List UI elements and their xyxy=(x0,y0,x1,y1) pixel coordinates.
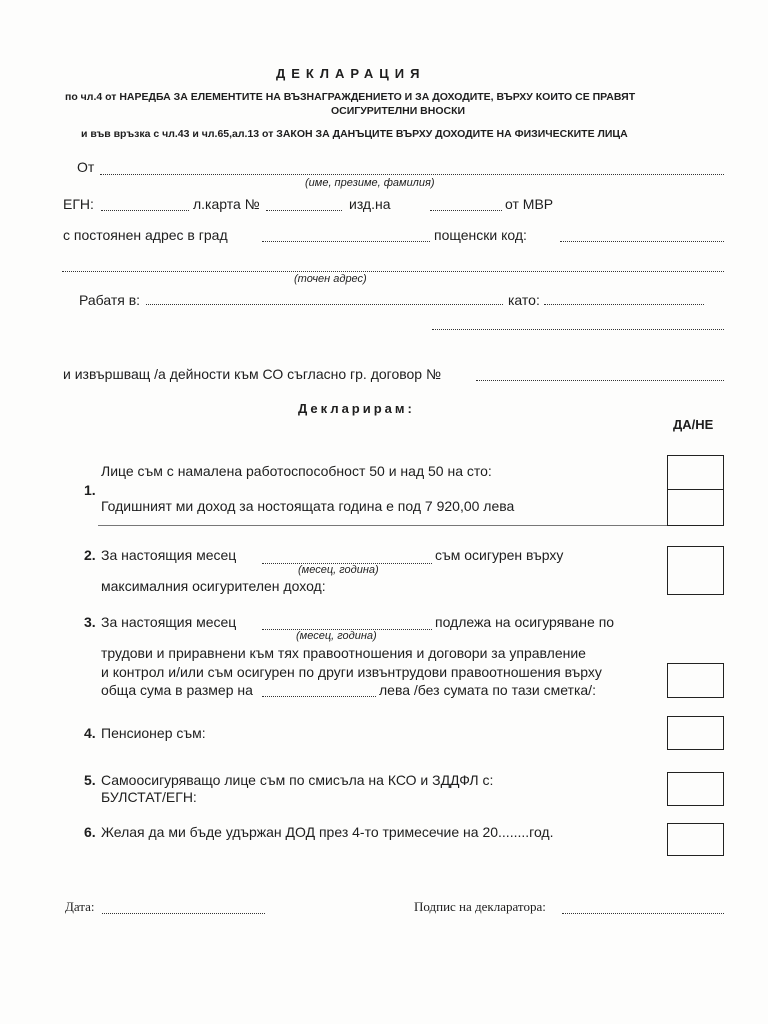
work-label: Рабатя в: xyxy=(79,292,141,308)
date-label: Дата: xyxy=(65,899,95,914)
item-5-checkbox[interactable] xyxy=(667,772,724,806)
workplace-field[interactable] xyxy=(146,304,503,305)
city-field[interactable] xyxy=(262,241,430,242)
item-6-number: 6. xyxy=(84,824,96,840)
item-3-text-e: обща сума в размер на xyxy=(101,682,253,698)
mvr-label: от МВР xyxy=(505,196,554,212)
item-1a-checkbox[interactable] xyxy=(667,455,724,490)
id-card-label: л.карта № xyxy=(193,196,260,212)
header-line-1: по чл.4 от НАРЕДБА ЗА ЕЛЕМЕНТИТЕ НА ВЪЗНАГРАЖДЕНИЕТО И ЗА ДОХОДИТЕ, ВЪРХУ КОИТО СЕ ПРАВЯТ xyxy=(65,91,636,103)
signature-label: Подпис на декларатора: xyxy=(414,899,546,914)
item-4-number: 4. xyxy=(84,725,96,741)
item-2-number: 2. xyxy=(84,547,96,563)
item-3-text-b: подлежа на осигуряване по xyxy=(435,614,615,630)
item-5-text-b: БУЛСТАТ/ЕГН: xyxy=(101,789,197,805)
item-5-text-a: Самоосигуряващо лице съм по смисъла на КСО и ЗДДФЛ с: xyxy=(101,772,494,788)
position-field-continued[interactable] xyxy=(432,329,724,330)
item-6-text: Желая да ми бъде удържан ДОД през 4-то тримесечие на 20........год. xyxy=(101,824,554,840)
header-line-3: и във връзка с чл.43 и чл.65,ал.13 от ЗАКОН ЗА ДАНЪЦИТЕ ВЪРХУ ДОХОДИТЕ НА ФИЗИЧЕСКИТЕ ЛИЦА xyxy=(81,128,628,140)
name-field[interactable] xyxy=(100,174,724,175)
address-hint: (точен адрес) xyxy=(294,273,367,285)
address-label: с постоянен адрес в град xyxy=(63,227,228,243)
signature-field[interactable] xyxy=(562,913,724,914)
item-2-text-c: максималния осигурителен доход: xyxy=(101,578,326,594)
item-3-text-f: лева /без сумата по тази сметка/: xyxy=(379,682,596,698)
contract-number-field[interactable] xyxy=(476,380,724,381)
item-1-divider xyxy=(98,525,667,526)
item-2-text-a: За настоящия месец xyxy=(101,547,237,563)
item-6-checkbox[interactable] xyxy=(667,823,724,856)
item-2-text-b: съм осигурен върху xyxy=(435,547,564,563)
item-5-number: 5. xyxy=(84,772,96,788)
item-1b-checkbox[interactable] xyxy=(667,489,724,526)
header-line-2: ОСИГУРИТЕЛНИ ВНОСКИ xyxy=(331,105,466,117)
postal-code-label: пощенски код: xyxy=(434,227,527,243)
egn-label: ЕГН: xyxy=(63,196,94,212)
item-4-text: Пенсионер съм: xyxy=(101,725,206,741)
egn-field[interactable] xyxy=(101,210,189,211)
item-3-checkbox[interactable] xyxy=(667,663,724,698)
activity-label: и извършващ /а дейности към СО съгласно гр. договор № xyxy=(63,366,441,382)
position-field[interactable] xyxy=(544,304,704,305)
item-1-number: 1. xyxy=(84,482,96,498)
item-2-hint: (месец, година) xyxy=(298,564,379,576)
declare-heading: Декларирам: xyxy=(298,401,415,416)
item-3-text-c: трудови и приравнени към тях правоотношения и договори за управление xyxy=(101,645,586,661)
position-label: като: xyxy=(508,292,540,308)
item-3-text-d: и контрол и/или съм осигурен по други извънтрудови правоотношения върху xyxy=(101,664,602,680)
item-2-checkbox[interactable] xyxy=(667,546,724,595)
name-hint: (име, презиме, фамилия) xyxy=(305,177,435,189)
item-3-number: 3. xyxy=(84,614,96,630)
item-3-amount-field[interactable] xyxy=(262,696,376,697)
item-1-text-a: Лице съм с намалена работоспособност 50 и над 50 на сто: xyxy=(101,463,492,479)
id-card-field[interactable] xyxy=(266,210,342,211)
item-4-checkbox[interactable] xyxy=(667,716,724,750)
page-title: ДЕКЛАРАЦИЯ xyxy=(276,66,426,81)
item-3-text-a: За настоящия месец xyxy=(101,614,237,630)
date-field[interactable] xyxy=(102,913,265,914)
exact-address-field[interactable] xyxy=(62,271,724,272)
yes-no-header: ДА/НЕ xyxy=(673,417,714,432)
from-label: От xyxy=(77,159,95,175)
item-3-hint: (месец, година) xyxy=(296,630,377,642)
issued-date-field[interactable] xyxy=(430,210,502,211)
issued-label: изд.на xyxy=(349,196,391,212)
postal-code-field[interactable] xyxy=(560,241,724,242)
item-1-text-b: Годишният ми доход за ностоящата година е под 7 920,00 лева xyxy=(101,498,515,514)
